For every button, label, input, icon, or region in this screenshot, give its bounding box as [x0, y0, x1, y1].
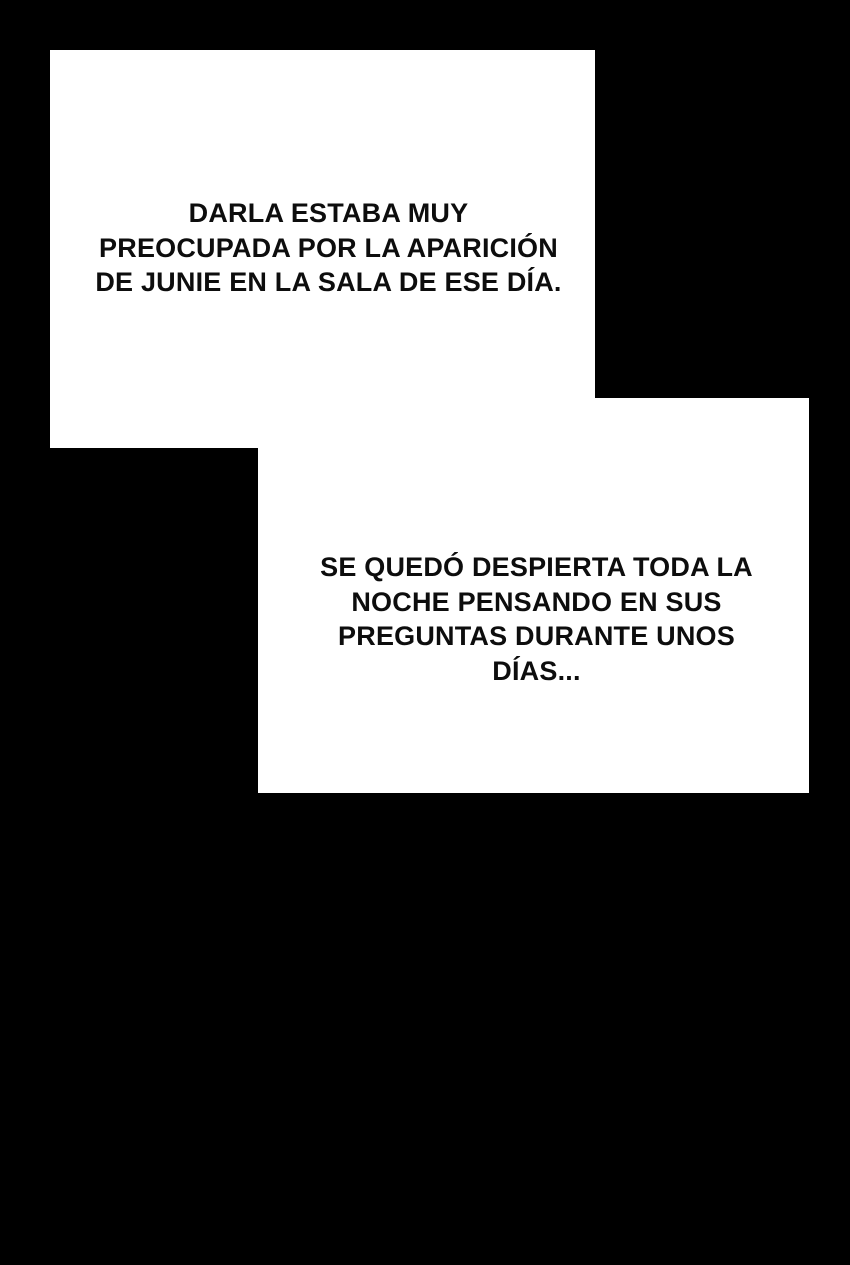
caption-text-top: [80, 196, 577, 300]
caption-line: PREGUNTAS DURANTE UNOS: [338, 621, 735, 652]
caption-line: DE JUNIE EN LA SALA DE ESE DÍA.: [95, 267, 562, 298]
caption-line: DÍAS...: [492, 655, 581, 686]
caption-line: SE QUEDÓ DESPIERTA TODA LA: [320, 552, 753, 582]
caption-text-bottom: [286, 550, 787, 688]
caption-line: DARLA ESTABA MUY: [188, 198, 469, 228]
caption-line: PREOCUPADA POR LA APARICIÓN: [99, 232, 558, 263]
comic-panel-top: [50, 50, 595, 448]
caption-line: NOCHE PENSANDO EN SUS: [351, 586, 722, 617]
comic-panel-bottom: [258, 398, 809, 793]
